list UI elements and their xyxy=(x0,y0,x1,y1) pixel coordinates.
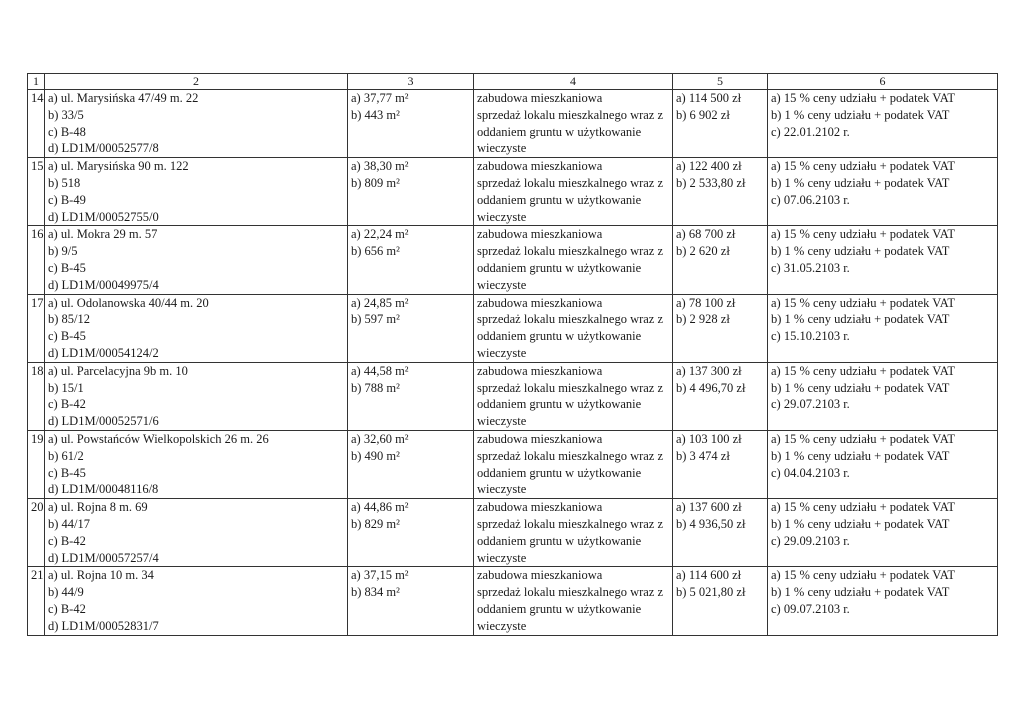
property-cell-line: b) 33/5 xyxy=(48,107,84,122)
price-cell xyxy=(673,90,768,158)
property-cell xyxy=(45,430,348,498)
area-cell-line: a) 37,77 m² xyxy=(351,91,409,105)
purpose-cell xyxy=(474,294,673,362)
terms-cell-line: a) 15 % ceny udziału + podatek VAT xyxy=(771,295,955,310)
purpose-cell-line: wieczyste xyxy=(477,618,527,633)
property-cell-line: d) LD1M/00052831/7 xyxy=(48,618,159,633)
property-cell-line: b) 15/1 xyxy=(48,380,84,395)
purpose-cell-line: zabudowa mieszkaniowa xyxy=(477,295,603,310)
terms-cell-line: c) 22.01.2102 r. xyxy=(771,124,850,139)
purpose-cell-line: zabudowa mieszkaniowa xyxy=(477,568,603,583)
table-row xyxy=(28,362,998,430)
area-cell xyxy=(348,294,474,362)
purpose-cell-line: oddaniem gruntu w użytkowanie xyxy=(477,124,642,139)
property-cell xyxy=(45,499,348,567)
purpose-cell-line: sprzedaż lokalu mieszkalnego wraz z xyxy=(477,175,664,190)
terms-cell xyxy=(768,90,998,158)
price-cell-line: b) 5 021,80 zł xyxy=(676,585,746,600)
property-cell-line: c) B-45 xyxy=(48,465,86,480)
terms-cell-line: a) 15 % ceny udziału + podatek VAT xyxy=(771,227,955,242)
price-cell-line: a) 114 600 zł xyxy=(676,568,742,583)
purpose-cell-line: zabudowa mieszkaniowa xyxy=(477,500,603,515)
property-cell-line: c) B-45 xyxy=(48,329,86,344)
terms-cell-line: a) 15 % ceny udziału + podatek VAT xyxy=(771,568,955,583)
property-cell-line: a) ul. Parcelacyjna 9b m. 10 xyxy=(48,363,188,378)
purpose-cell-line: oddaniem gruntu w użytkowanie xyxy=(477,397,642,412)
purpose-cell-line: wieczyste xyxy=(477,414,527,429)
price-cell-line: b) 3 474 zł xyxy=(676,448,730,463)
property-cell-line: a) ul. Mokra 29 m. 57 xyxy=(48,227,158,242)
terms-cell-line: b) 1 % ceny udziału + podatek VAT xyxy=(771,516,950,531)
header-col-1: 1 xyxy=(28,74,45,90)
price-cell-line: b) 6 902 zł xyxy=(676,107,730,122)
terms-cell-line: c) 31.05.2103 r. xyxy=(771,260,850,275)
row-number: 18 xyxy=(28,362,45,430)
price-cell xyxy=(673,567,768,635)
area-cell xyxy=(348,499,474,567)
purpose-cell-line: oddaniem gruntu w użytkowanie xyxy=(477,601,642,616)
property-cell-line: b) 61/2 xyxy=(48,448,84,463)
area-cell-line: b) 809 m² xyxy=(351,175,400,190)
purpose-cell-line: oddaniem gruntu w użytkowanie xyxy=(477,192,642,207)
property-table xyxy=(27,73,998,636)
area-cell-line: b) 656 m² xyxy=(351,244,400,259)
property-cell xyxy=(45,226,348,294)
property-cell-line: c) B-49 xyxy=(48,192,86,207)
area-cell-line: b) 597 m² xyxy=(351,312,400,327)
purpose-cell xyxy=(474,226,673,294)
purpose-cell-line: sprzedaż lokalu mieszkalnego wraz z xyxy=(477,448,664,463)
property-cell-line: c) B-42 xyxy=(48,397,86,412)
property-cell-line: c) B-42 xyxy=(48,533,86,548)
terms-cell-line: c) 29.07.2103 r. xyxy=(771,397,850,412)
terms-cell-line: b) 1 % ceny udziału + podatek VAT xyxy=(771,312,950,327)
area-cell-line: b) 788 m² xyxy=(351,380,400,395)
property-cell-line: c) B-45 xyxy=(48,260,86,275)
row-number: 14 xyxy=(28,90,45,158)
area-cell xyxy=(348,567,474,635)
property-cell-line: b) 518 xyxy=(48,175,81,190)
area-cell-line: a) 38,30 m² xyxy=(351,159,409,174)
property-cell xyxy=(45,158,348,226)
area-cell-line: a) 22,24 m² xyxy=(351,227,409,242)
row-number: 17 xyxy=(28,294,45,362)
property-cell-line: b) 44/17 xyxy=(48,516,91,531)
price-cell xyxy=(673,362,768,430)
purpose-cell-line: zabudowa mieszkaniowa xyxy=(477,363,603,378)
property-cell xyxy=(45,567,348,635)
header-col-2: 2 xyxy=(45,74,348,90)
terms-cell-line: c) 15.10.2103 r. xyxy=(771,329,850,344)
price-cell-line: a) 137 300 zł xyxy=(676,363,742,378)
terms-cell-line: c) 07.06.2103 r. xyxy=(771,192,850,207)
table-row xyxy=(28,90,998,158)
terms-cell xyxy=(768,362,998,430)
purpose-cell-line: sprzedaż lokalu mieszkalnego wraz z xyxy=(477,244,664,259)
property-cell-line: d) LD1M/00057257/4 xyxy=(48,550,159,565)
area-cell xyxy=(348,226,474,294)
area-cell-line: a) 44,86 m² xyxy=(351,500,409,515)
price-cell xyxy=(673,499,768,567)
header-col-6: 6 xyxy=(768,74,998,90)
terms-cell-line: a) 15 % ceny udziału + podatek VAT xyxy=(771,159,955,174)
terms-cell-line: a) 15 % ceny udziału + podatek VAT xyxy=(771,500,955,515)
property-cell-line: d) LD1M/00052755/0 xyxy=(48,209,159,224)
price-cell-line: a) 114 500 zł xyxy=(676,91,742,105)
price-cell-line: b) 2 620 zł xyxy=(676,244,730,259)
terms-cell xyxy=(768,567,998,635)
purpose-cell-line: zabudowa mieszkaniowa xyxy=(477,159,603,174)
price-cell xyxy=(673,158,768,226)
price-cell-line: a) 122 400 zł xyxy=(676,159,742,174)
property-cell-line: d) LD1M/00052571/6 xyxy=(48,414,159,429)
property-cell-line: a) ul. Marysińska 90 m. 122 xyxy=(48,159,189,174)
property-cell-line: a) ul. Odolanowska 40/44 m. 20 xyxy=(48,295,209,310)
property-cell-line: d) LD1M/00048116/8 xyxy=(48,482,159,497)
row-number: 21 xyxy=(28,567,45,635)
area-cell-line: b) 834 m² xyxy=(351,585,400,600)
table-row xyxy=(28,430,998,498)
table-row xyxy=(28,158,998,226)
price-cell xyxy=(673,226,768,294)
purpose-cell-line: zabudowa mieszkaniowa xyxy=(477,227,603,242)
purpose-cell-line: zabudowa mieszkaniowa xyxy=(477,91,603,105)
purpose-cell-line: sprzedaż lokalu mieszkalnego wraz z xyxy=(477,585,664,600)
header-col-5: 5 xyxy=(673,74,768,90)
price-cell-line: a) 78 100 zł xyxy=(676,295,736,310)
property-cell xyxy=(45,362,348,430)
price-cell-line: b) 2 533,80 zł xyxy=(676,175,746,190)
property-cell-line: b) 44/9 xyxy=(48,585,84,600)
row-number: 19 xyxy=(28,430,45,498)
property-cell-line: b) 9/5 xyxy=(48,244,78,259)
purpose-cell-line: zabudowa mieszkaniowa xyxy=(477,431,603,446)
price-cell-line: a) 137 600 zł xyxy=(676,500,742,515)
purpose-cell xyxy=(474,567,673,635)
property-cell-line: d) LD1M/00049975/4 xyxy=(48,277,159,292)
property-cell-line: a) ul. Powstańców Wielkopolskich 26 m. 26 xyxy=(48,431,269,446)
terms-cell-line: c) 04.04.2103 r. xyxy=(771,465,850,480)
table-row xyxy=(28,499,998,567)
terms-cell-line: a) 15 % ceny udziału + podatek VAT xyxy=(771,363,955,378)
terms-cell-line: b) 1 % ceny udziału + podatek VAT xyxy=(771,175,950,190)
price-cell xyxy=(673,294,768,362)
price-cell-line: b) 2 928 zł xyxy=(676,312,730,327)
terms-cell-line: b) 1 % ceny udziału + podatek VAT xyxy=(771,107,950,122)
purpose-cell-line: sprzedaż lokalu mieszkalnego wraz z xyxy=(477,516,664,531)
table-header-row xyxy=(28,74,998,90)
row-number: 15 xyxy=(28,158,45,226)
table-row xyxy=(28,226,998,294)
property-cell xyxy=(45,90,348,158)
purpose-cell-line: sprzedaż lokalu mieszkalnego wraz z xyxy=(477,312,664,327)
purpose-cell-line: wieczyste xyxy=(477,482,527,497)
terms-cell xyxy=(768,226,998,294)
purpose-cell-line: oddaniem gruntu w użytkowanie xyxy=(477,260,642,275)
property-cell-line: a) ul. Marysińska 47/49 m. 22 xyxy=(48,91,199,105)
property-cell-line: a) ul. Rojna 10 m. 34 xyxy=(48,568,154,583)
row-number: 16 xyxy=(28,226,45,294)
area-cell-line: a) 24,85 m² xyxy=(351,295,409,310)
purpose-cell xyxy=(474,362,673,430)
purpose-cell-line: wieczyste xyxy=(477,550,527,565)
price-cell xyxy=(673,430,768,498)
terms-cell-line: c) 09.07.2103 r. xyxy=(771,601,850,616)
area-cell-line: b) 829 m² xyxy=(351,516,400,531)
terms-cell-line: b) 1 % ceny udziału + podatek VAT xyxy=(771,244,950,259)
purpose-cell-line: oddaniem gruntu w użytkowanie xyxy=(477,465,642,480)
purpose-cell-line: sprzedaż lokalu mieszkalnego wraz z xyxy=(477,107,664,122)
price-cell-line: b) 4 496,70 zł xyxy=(676,380,746,395)
purpose-cell xyxy=(474,499,673,567)
terms-cell-line: a) 15 % ceny udziału + podatek VAT xyxy=(771,431,955,446)
table-row xyxy=(28,294,998,362)
terms-cell-line: c) 29.09.2103 r. xyxy=(771,533,850,548)
area-cell xyxy=(348,430,474,498)
terms-cell-line: a) 15 % ceny udziału + podatek VAT xyxy=(771,91,955,105)
purpose-cell-line: wieczyste xyxy=(477,141,527,156)
row-number: 20 xyxy=(28,499,45,567)
property-cell-line: b) 85/12 xyxy=(48,312,91,327)
terms-cell-line: b) 1 % ceny udziału + podatek VAT xyxy=(771,448,950,463)
purpose-cell xyxy=(474,158,673,226)
purpose-cell xyxy=(474,90,673,158)
purpose-cell-line: sprzedaż lokalu mieszkalnego wraz z xyxy=(477,380,664,395)
area-cell-line: b) 443 m² xyxy=(351,107,400,122)
area-cell-line: a) 44,58 m² xyxy=(351,363,409,378)
terms-cell xyxy=(768,430,998,498)
property-cell-line: a) ul. Rojna 8 m. 69 xyxy=(48,500,148,515)
property-cell-line: d) LD1M/00052577/8 xyxy=(48,141,159,156)
table-row xyxy=(28,567,998,635)
terms-cell xyxy=(768,499,998,567)
terms-cell xyxy=(768,294,998,362)
purpose-cell-line: wieczyste xyxy=(477,345,527,360)
price-cell-line: a) 68 700 zł xyxy=(676,227,736,242)
price-cell-line: b) 4 936,50 zł xyxy=(676,516,746,531)
property-cell xyxy=(45,294,348,362)
area-cell xyxy=(348,362,474,430)
header-col-4: 4 xyxy=(474,74,673,90)
property-cell-line: c) B-48 xyxy=(48,124,86,139)
terms-cell-line: b) 1 % ceny udziału + podatek VAT xyxy=(771,380,950,395)
area-cell-line: b) 490 m² xyxy=(351,448,400,463)
price-cell-line: a) 103 100 zł xyxy=(676,431,742,446)
purpose-cell-line: wieczyste xyxy=(477,209,527,224)
property-cell-line: c) B-42 xyxy=(48,601,86,616)
property-cell-line: d) LD1M/00054124/2 xyxy=(48,345,159,360)
area-cell-line: a) 32,60 m² xyxy=(351,431,409,446)
area-cell-line: a) 37,15 m² xyxy=(351,568,409,583)
terms-cell xyxy=(768,158,998,226)
purpose-cell-line: oddaniem gruntu w użytkowanie xyxy=(477,329,642,344)
purpose-cell xyxy=(474,430,673,498)
terms-cell-line: b) 1 % ceny udziału + podatek VAT xyxy=(771,585,950,600)
table-body xyxy=(28,90,998,636)
purpose-cell-line: wieczyste xyxy=(477,277,527,292)
purpose-cell-line: oddaniem gruntu w użytkowanie xyxy=(477,533,642,548)
area-cell xyxy=(348,90,474,158)
area-cell xyxy=(348,158,474,226)
header-col-3: 3 xyxy=(348,74,474,90)
